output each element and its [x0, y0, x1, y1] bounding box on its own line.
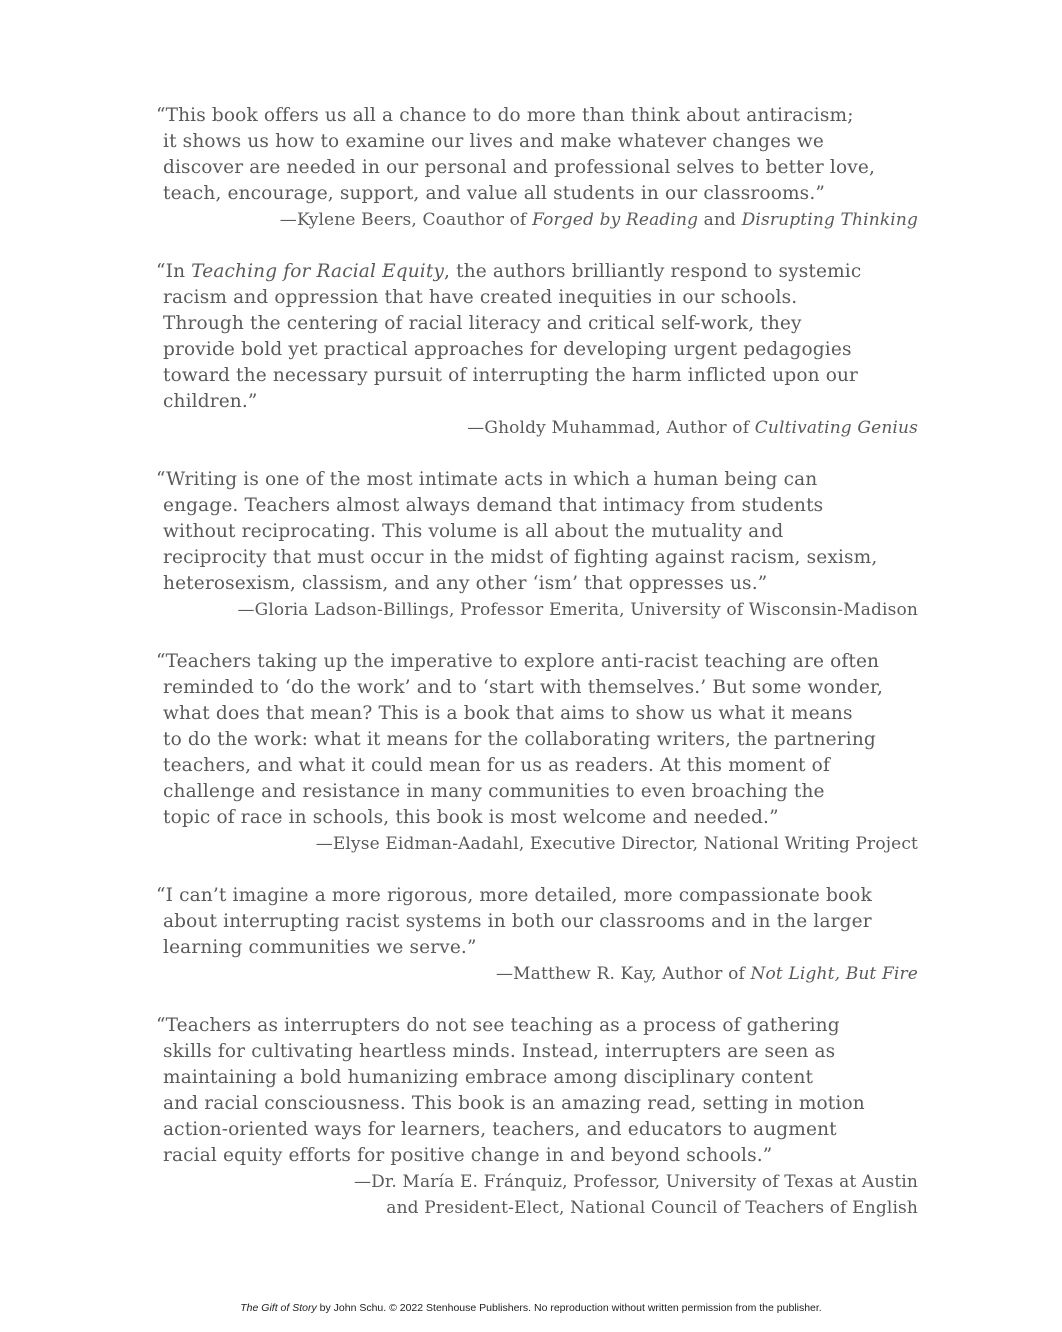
- quote-line: heterosexism, classism, and any other ‘ism’ that oppresses us.”: [163, 573, 768, 594]
- quote-line: to do the work: what it means for the collaborating writers, the partnering: [163, 729, 876, 750]
- attribution-text: —Kylene Beers, Coauthor of: [279, 210, 533, 230]
- quote-attribution: —Elyse Eidman-Aadahl, Executive Director, National Writing Project: [315, 834, 918, 854]
- quote-line: “This book offers us all a chance to do more than think about antiracism;: [156, 105, 854, 126]
- quote-line: action-oriented ways for learners, teachers, and educators to augment: [163, 1119, 837, 1140]
- quote-attribution: [156, 207, 926, 233]
- quote-line: children.”: [163, 391, 258, 412]
- quote-text: [156, 883, 926, 961]
- quote-attribution-line-2: and President-Elect, National Council of Teachers of English: [386, 1198, 918, 1218]
- quote-line: “I can’t imagine a more rigorous, more detailed, more compassionate book: [156, 885, 872, 906]
- endorsement-quote-2: [156, 259, 926, 441]
- quote-attribution: [156, 415, 926, 441]
- quote-line: without reciprocating. This volume is all about the mutuality and: [163, 521, 784, 542]
- quote-line-rest: , the authors brilliantly respond to systemic: [444, 261, 862, 282]
- quote-line: racial equity efforts for positive change in and beyond schools.”: [163, 1145, 773, 1166]
- attribution-text: and: [698, 210, 742, 230]
- quote-line: “Writing is one of the most intimate acts in which a human being can: [156, 469, 818, 490]
- quote-text: [156, 259, 926, 415]
- quote-line-start: “In: [156, 261, 192, 282]
- quote-attribution: —Dr. María E. Fránquiz, Professor, University of Texas at Austin: [353, 1172, 918, 1192]
- quote-line: learning communities we serve.”: [163, 937, 477, 958]
- quote-text: [156, 1013, 926, 1169]
- book-title: Teaching for Racial Equity: [191, 261, 445, 282]
- endorsement-quote-6: [156, 1013, 926, 1221]
- copyright-footer: [0, 1302, 1062, 1314]
- quote-text: [156, 649, 926, 831]
- quote-line: topic of race in schools, this book is most welcome and needed.”: [163, 807, 779, 828]
- quote-line: reminded to ‘do the work’ and to ‘start with themselves.’ But some wonder,: [163, 677, 883, 698]
- quote-line: challenge and resistance in many communities to even broaching the: [163, 781, 825, 802]
- quote-line: teachers, and what it could mean for us as readers. At this moment of: [163, 755, 830, 776]
- endorsement-quote-5: [156, 883, 926, 987]
- quote-line: “Teachers as interrupters do not see teaching as a process of gathering: [156, 1015, 840, 1036]
- footer-book-title: The Gift of Story: [240, 1302, 317, 1314]
- quote-line: discover are needed in our personal and professional selves to better love,: [163, 157, 875, 178]
- quote-attribution: —Gloria Ladson-Billings, Professor Emerita, University of Wisconsin-Madison: [237, 600, 918, 620]
- attribution-text: —Matthew R. Kay, Author of: [495, 964, 751, 984]
- endorsement-quote-4: [156, 649, 926, 857]
- endorsement-quote-1: [156, 103, 926, 233]
- quote-line: about interrupting racist systems in both our classrooms and in the larger: [163, 911, 872, 932]
- quote-line: what does that mean? This is a book that aims to show us what it means: [163, 703, 853, 724]
- quote-attribution: [156, 961, 926, 987]
- attribution-text: —Gholdy Muhammad, Author of: [467, 418, 755, 438]
- footer-copyright-text: by John Schu. © 2022 Stenhouse Publishers. No reproduction without written permission from the publisher.: [316, 1302, 822, 1314]
- quote-line: toward the necessary pursuit of interrupting the harm inflicted upon our: [163, 365, 859, 386]
- quote-line: skills for cultivating heartless minds. Instead, interrupters are seen as: [163, 1041, 836, 1062]
- book-title: Cultivating Genius: [754, 418, 918, 438]
- quote-line: reciprocity that must occur in the midst of fighting against racism, sexism,: [163, 547, 878, 568]
- quote-text: [156, 467, 926, 597]
- endorsement-quote-3: [156, 467, 926, 623]
- quote-line: Through the centering of racial literacy and critical self-work, they: [163, 313, 802, 334]
- quote-line: “Teachers taking up the imperative to explore anti-racist teaching are often: [156, 651, 880, 672]
- quote-line: and racial consciousness. This book is an amazing read, setting in motion: [163, 1093, 865, 1114]
- book-title: Not Light, But Fire: [750, 964, 918, 984]
- quote-line: racism and oppression that have created inequities in our schools.: [163, 287, 798, 308]
- quote-line: provide bold yet practical approaches for developing urgent pedagogies: [163, 339, 852, 360]
- quote-line: maintaining a bold humanizing embrace among disciplinary content: [163, 1067, 814, 1088]
- quote-line: engage. Teachers almost always demand that intimacy from students: [163, 495, 824, 516]
- quote-text: [156, 103, 926, 207]
- book-title: Disrupting Thinking: [741, 210, 918, 230]
- quote-line: [156, 259, 926, 285]
- quote-line: it shows us how to examine our lives and make whatever changes we: [163, 131, 824, 152]
- quote-line: teach, encourage, support, and value all students in our classrooms.”: [163, 183, 825, 204]
- book-title: Forged by Reading: [532, 210, 699, 230]
